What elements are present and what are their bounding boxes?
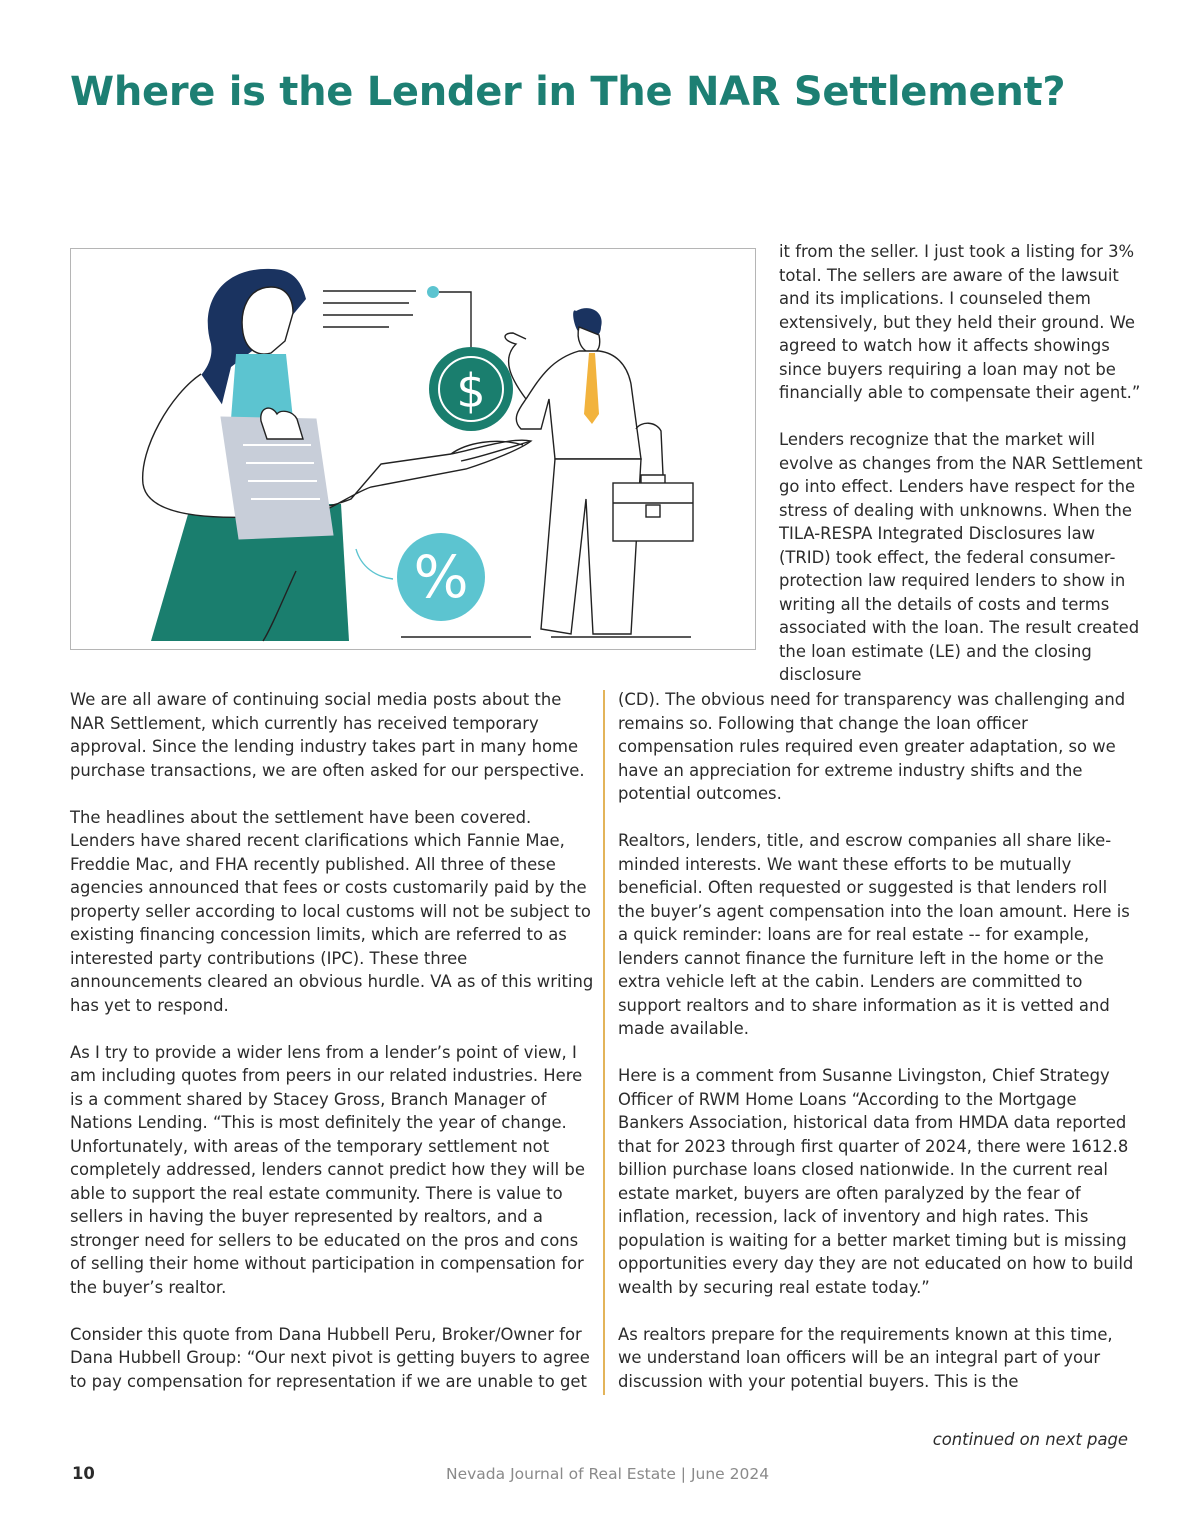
paragraph: The headlines about the settlement have been covered. Lenders have shared recent clarifications which Fannie Mae, Freddie Mac, and FHA recently published. All three of these agencies announced that fees or costs customarily paid by the property seller according to local customs will not be subject to existing financing concession limits, which are referred to as interested party contributions (IPC). These three announcements cleared an obvious hurdle. VA as of this writing has yet to respond.: [70, 807, 594, 1015]
paragraph: As realtors prepare for the requirements known at this time, we understand loan officers will be an integral part of your discussion with your potential buyers. This is the: [618, 1324, 1113, 1391]
article-column-left: [70, 688, 596, 1393]
man-torso: [516, 351, 641, 459]
paragraph: Lenders recognize that the market will evolve as changes from the NAR Settlement go into effect. Lenders have respect for the stress of dealing with unknowns. When the TILA-RESPA Integrated Disclosures law (TRID) took effect, the federal consumer-protection law required lenders to show in writing all the details of costs and terms associated with the loan. The result created the loan estimate (LE) and the closing disclosure: [779, 430, 1143, 684]
page-number: 10: [72, 1464, 95, 1483]
paragraph: it from the seller. I just took a listing for 3% total. The sellers are aware of the lawsuit and its implications. I counseled them extensively, but they held their ground. We agreed to watch how it affects showings since buyers requiring a loan may not be financially able to compensate their agent.”: [779, 242, 1141, 402]
article-column-right: [618, 688, 1138, 1393]
percent-symbol: %: [413, 543, 469, 611]
column-divider: [603, 690, 605, 1395]
publication-footer: Nevada Journal of Real Estate | June 2024: [446, 1465, 770, 1483]
continued-note: continued on next page: [932, 1430, 1128, 1449]
article-title: Where is the Lender in The NAR Settlement?: [70, 69, 1066, 115]
paragraph: (CD). The obvious need for transparency was challenging and remains so. Following that change the loan officer compensation rules required even greater adaptation, so we have an appreciation for extreme industry shifts and the potential outcomes.: [618, 690, 1126, 803]
woman-top: [231, 354, 293, 419]
paragraph: We are all aware of continuing social media posts about the NAR Settlement, which currently has received temporary approval. Since the lending industry takes part in many home purchase transactions, we are often asked for our perspective.: [70, 690, 585, 780]
paragraph: Consider this quote from Dana Hubbell Peru, Broker/Owner for Dana Hubbell Group: “Our next pivot is getting buyers to agree to pay compensation for representation if we are unable to get: [70, 1324, 590, 1391]
article-illustration: [70, 248, 756, 650]
woman-face: [242, 287, 293, 354]
connector-dot: [427, 286, 439, 298]
paragraph: Realtors, lenders, title, and escrow companies all share like-minded interests. We want these efforts to be mutually beneficial. Often requested or suggested is that lenders roll the buyer’s agent compensation into the loan amount. Here is a quick reminder: loans are for real estate -- for example, lenders cannot finance the furniture left in the home or the extra vehicle left at the cabin. Lenders are committed to support realtors and to share information as it is vetted and made available.: [618, 831, 1130, 1038]
paragraph: Here is a comment from Susanne Livingston, Chief Strategy Officer of RWM Home Loans “According to the Mortgage Bankers Association, historical data from HMDA data reported that for 2023 through first quarter of 2024, there were 1612.8 billion purchase loans closed nationwide. In the current real estate market, buyers are often paralyzed by the fear of inflation, recession, lack of inventory and high rates. This population is waiting for a better market timing but is missing opportunities every day they are not educated on how to build wealth by securing real estate today.”: [618, 1066, 1134, 1297]
article-column-right-top: [779, 240, 1149, 687]
paragraph: As I try to provide a wider lens from a lender’s point of view, I am including quotes from peers in our related industries. Here is a comment shared by Stacey Gross, Branch Manager of Nations Lending. “This is most definitely the year of change. Unfortunately, with areas of the temporary settlement not completely addressed, lenders cannot predict how they will be able to support the real estate community. There is value to sellers in having the buyer represented by realtors, and a stronger need for sellers to be educated on the pros and cons of selling their home without participation in compensation for the buyer’s realtor.: [70, 1042, 585, 1297]
dollar-symbol: $: [456, 364, 486, 418]
